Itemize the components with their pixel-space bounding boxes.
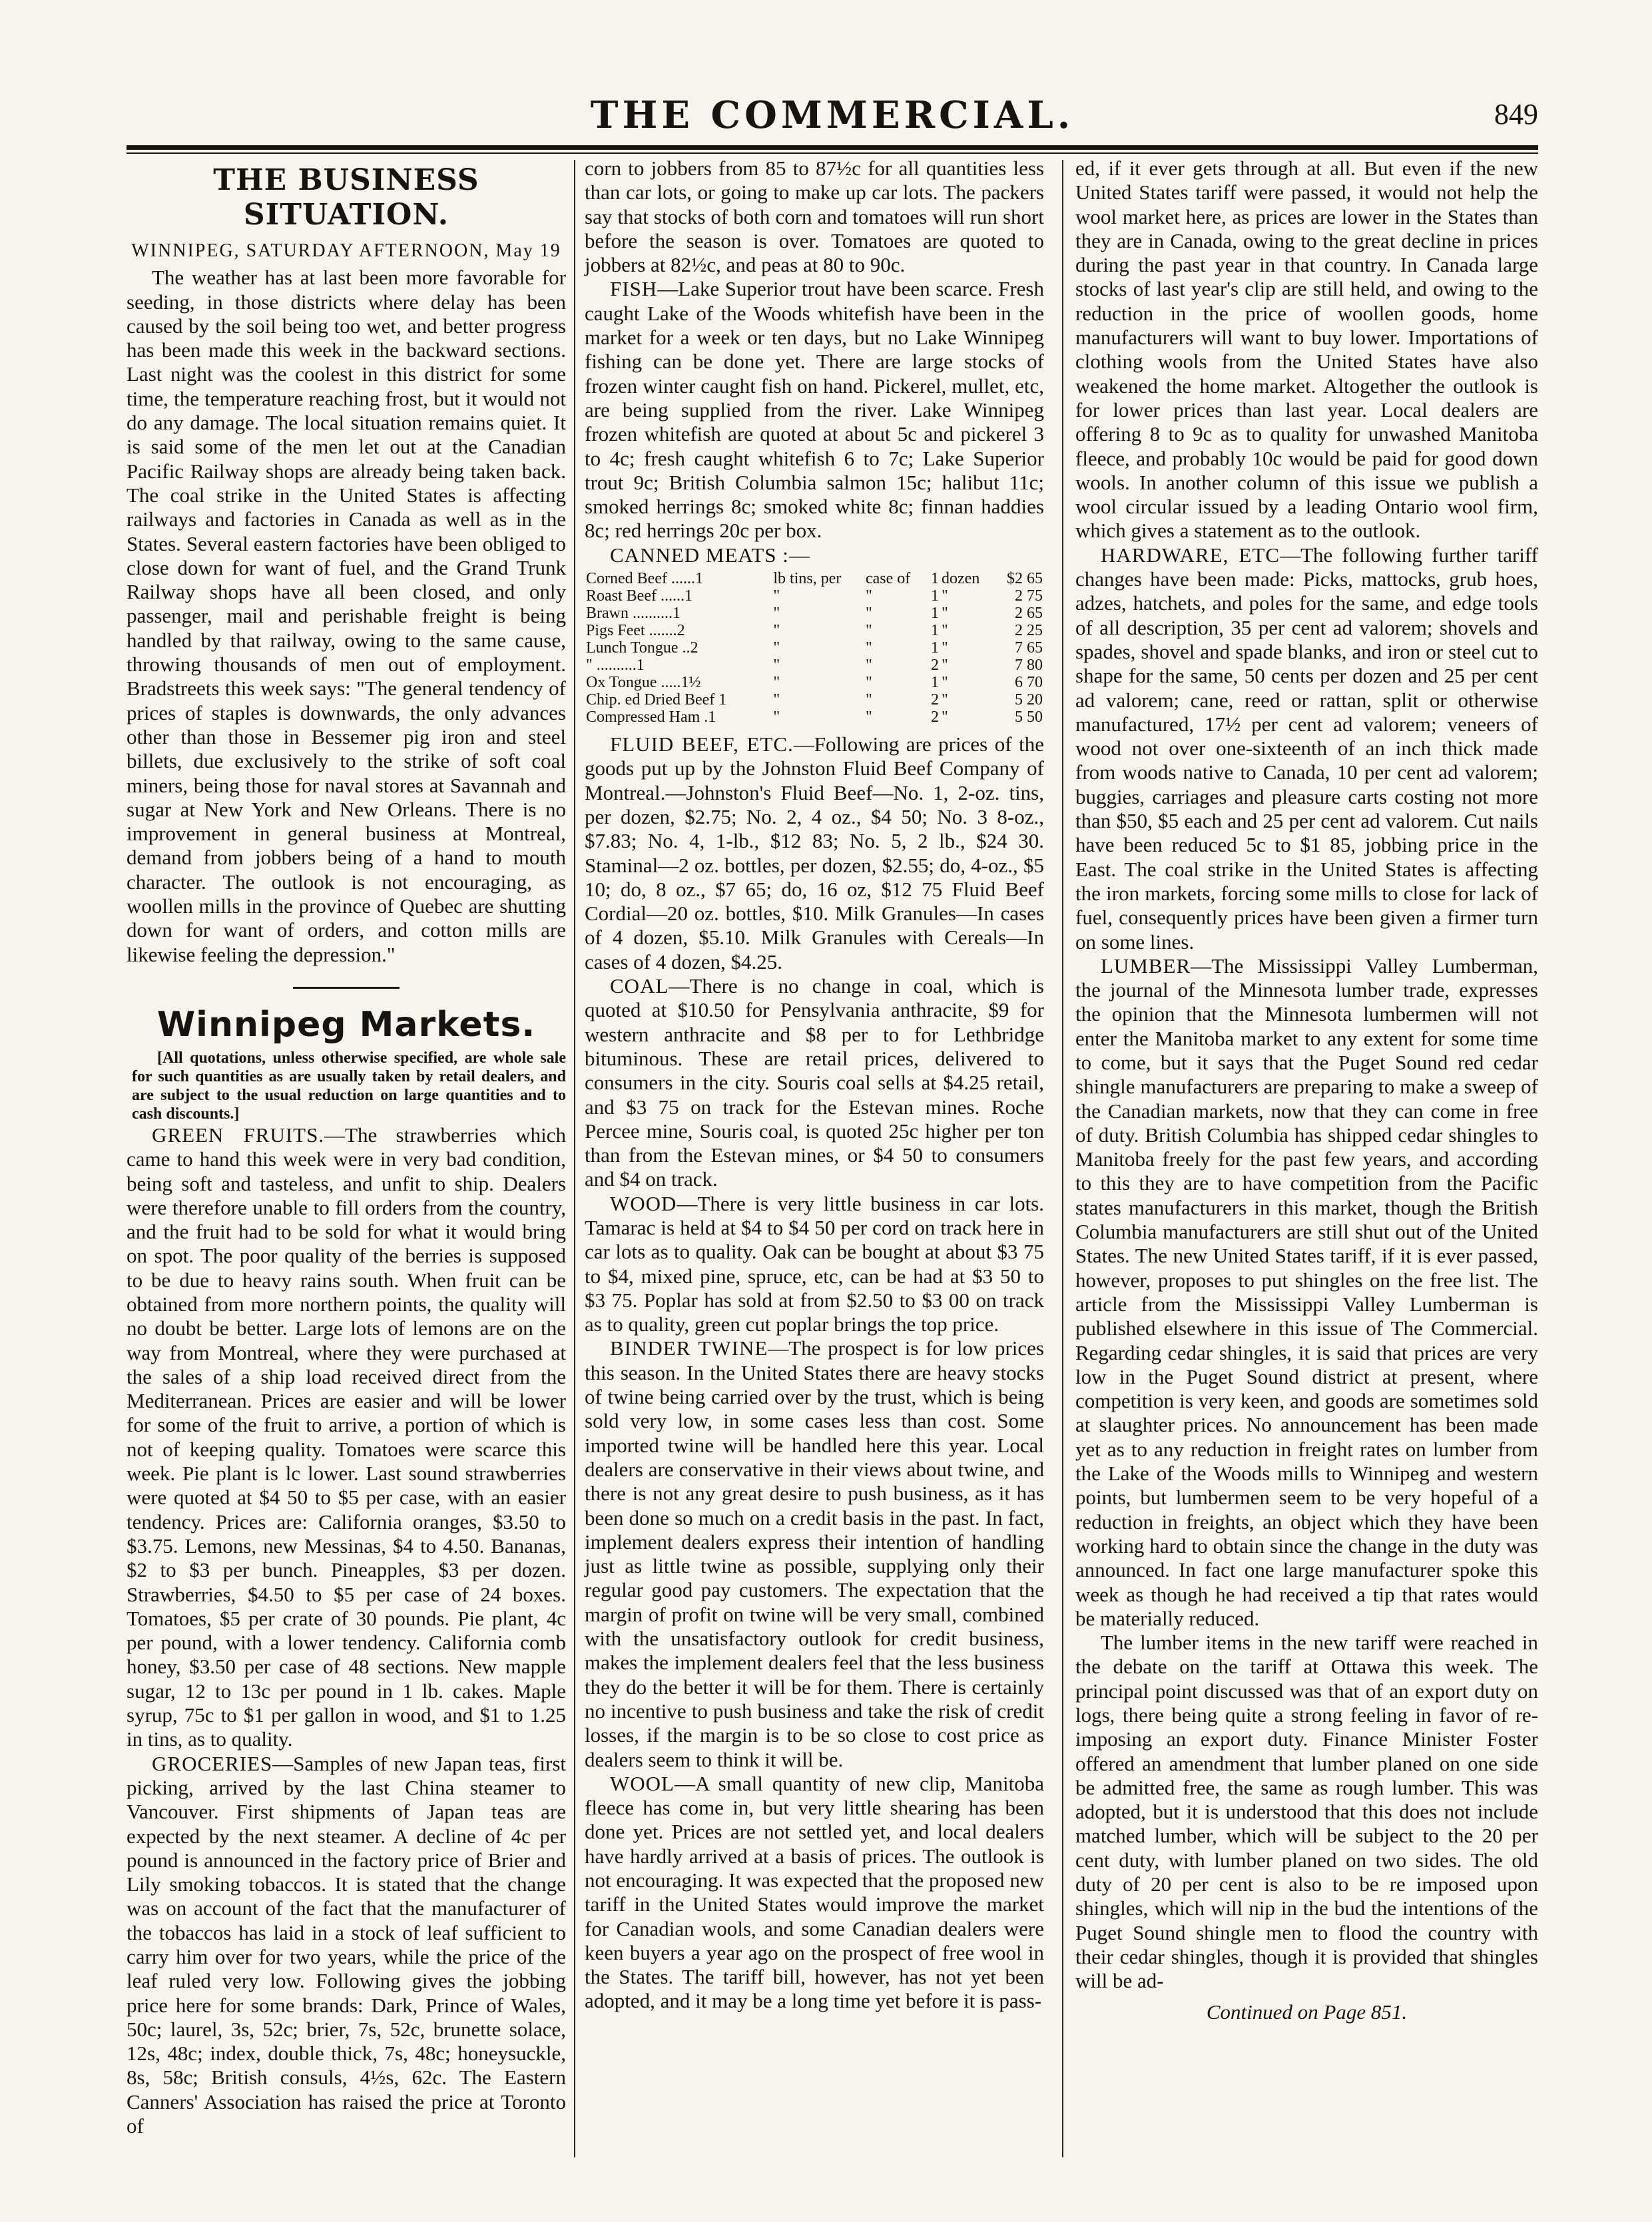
hardware-lead: HARDWARE, ETC xyxy=(1101,543,1280,567)
masthead xyxy=(127,93,1538,153)
canned-meats-item-cell: Ox Tongue .....1½ xyxy=(586,674,701,692)
lumber-lead: LUMBER xyxy=(1101,954,1191,977)
canned-meats-item-cell: Corned Beef ......1 xyxy=(586,570,703,588)
canned-meats-per-cell: " xyxy=(942,657,948,675)
canned-meats-row xyxy=(585,657,1044,674)
canned-meats-qty-cell: 1 xyxy=(931,570,940,588)
fish-lead: FISH xyxy=(610,277,658,301)
fluid-beef-text: —Following are prices of the goods put up by the Johnston Fluid Beef Company of Montreal.—Johnston's Fluid Beef—No. 1, 2-oz. tins, per dozen, $2.75; No. 2, 4 oz., $4 50; No. 3 8-oz., $7.83; No. 4, 1-lb., $12 83; No. 5, 2 lb., $24 30. Staminal—2 oz. bottles, per dozen, $2.55; do, 4-oz., $5 10; do, 8 oz., $7 65; do, 16 oz, $12 75 Fluid Beef Cordial—20 oz. bottles, $10. Milk Granules—In cases of 4 dozen, $5.10. Milk Granules with Cereals—In cases of 4 dozen, $4.25. xyxy=(585,732,1044,973)
winnipeg-markets-heading: Winnipeg Markets. xyxy=(156,1004,536,1045)
canned-meats-case-cell: " xyxy=(865,587,872,605)
canned-meats-table xyxy=(585,570,1044,726)
wool-text: —A small quantity of new clip, Manitoba fleece has come in, but very little shearing has been done yet. Prices are not settled yet, and local dealers have hardly arrived at a basis of prices. The outlook is not encouraging. It was expected that the proposed new tariff in the United States would improve the market for Canadian wools, and some Canadian dealers were keen buyers a year ago on the prospect of free wool in the States. The tariff bill, however, has not yet been adopted, and it may be a long time yet before it is pass- xyxy=(585,1771,1044,2013)
canned-meats-qty-cell: 2 xyxy=(931,708,940,726)
canned-meats-qty-cell: 1 xyxy=(931,605,940,623)
wool-paragraph xyxy=(585,1772,1044,2014)
canned-meats-price-cell: 2 75 xyxy=(1015,587,1043,605)
canned-meats-price-cell: 7 65 xyxy=(1015,639,1043,657)
canned-meats-price-cell: 7 80 xyxy=(1015,657,1043,675)
canned-meats-case-cell: " xyxy=(865,639,872,657)
canned-meats-item-cell: Chip. ed Dried Beef 1 xyxy=(586,691,727,709)
canned-meats-item-cell: Roast Beef ......1 xyxy=(586,587,692,605)
section-divider xyxy=(293,987,400,989)
column-2 xyxy=(585,156,1044,2014)
canned-meats-per-cell: " xyxy=(942,708,948,726)
canned-meats-qty-cell: 2 xyxy=(931,657,940,675)
canned-meats-unit-cell: lb tins, per xyxy=(773,570,842,588)
masthead-rule xyxy=(127,145,1538,150)
canned-meats-unit-cell: " xyxy=(773,639,780,657)
canned-meats-price-cell: $2 65 xyxy=(1007,570,1043,588)
canned-meats-row xyxy=(585,587,1044,605)
canned-meats-unit-cell: " xyxy=(773,622,780,640)
coal-lead: COAL xyxy=(610,974,669,998)
wood-text: —There is very little business in car lots. Tamarac is held at $4 to $4 50 per cord on track here in car lots as to quality. Oak can be bought at about $3 75 to $4, mixed pine, spruce, etc, can be had at $3 50 to $3 75. Poplar has sold at from $2.50 to $3 00 on track as to quality, green cut poplar brings the top price. xyxy=(585,1191,1044,1336)
canned-meats-unit-cell: " xyxy=(773,691,780,709)
canned-meats-case-cell: case of xyxy=(865,570,911,588)
groceries-paragraph xyxy=(127,1752,566,2139)
canned-meats-item-cell: Compressed Ham .1 xyxy=(586,708,716,726)
column-divider xyxy=(574,160,575,2157)
column-divider xyxy=(1062,160,1063,2157)
canned-meats-per-cell: " xyxy=(942,605,948,623)
fluid-beef-paragraph xyxy=(585,732,1044,974)
canned-meats-unit-cell: " xyxy=(773,708,780,726)
canned-meats-case-cell: " xyxy=(865,605,872,623)
wool-continued: ed, if it ever gets through at all. But even if the new United States tariff were passed, it would not help the wool market here, as prices are lower in the States than they are in Canada, owing to the great decline in prices during the past year in that country. In Canada large stocks of last year's clip are still held, and owing to the reduction in the price of woollen goods, home manufacturers will want to buy lower. Importations of clothing wools from the United States have also weakened the home market. Altogether the outlook is for lower prices than last year. Local dealers are offering 8 to 9c as to quality for unwashed Manitoba fleece, and probably 10c would be paid for good down wools. In another column of this issue we publish a wool circular issued by a leading Ontario wool firm, which gives a statement as to the outlook. xyxy=(1075,156,1538,543)
canned-meats-per-cell: dozen xyxy=(942,570,980,588)
green-fruits-lead: GREEN FRUITS. xyxy=(152,1123,325,1147)
canned-meats-item-cell: Brawn ..........1 xyxy=(586,605,681,623)
canned-meats-per-cell: " xyxy=(942,691,948,709)
business-situation-heading: THE BUSINESS SITUATION. xyxy=(213,163,479,232)
canned-meats-row xyxy=(585,570,1044,587)
canned-meats-case-cell: " xyxy=(865,622,872,640)
groceries-lead: GROCERIES xyxy=(152,1751,273,1775)
canned-meats-row xyxy=(585,622,1044,639)
column-3 xyxy=(1075,156,1538,2024)
newspaper-title: THE COMMERCIAL. xyxy=(590,93,1075,137)
business-situation-text: The weather has at last been more favorable for seeding, in those districts where delay has been caused by the soil being too wet, and better progress has been made this week in the backward sections. Last night was the coolest in this district for some time, the temperature reaching frost, but it would not do any damage. The local situation remains quiet. It is said some of the men let out at the Canadian Pacific Railway shops are already being taken back. The coal strike in the United States is affecting railways and factories in Canada as well as in the States. Several eastern factories have been obliged to close down for want of fuel, and the Grand Trunk Railway shops have all been closed, and only passenger, mail and perishable freight is being handled by that railway, owing to the same cause, throwing thousands of men out of employment. Bradstreets this week says: "The general tendency of prices of staples is downwards, the only advances other than those in Bessemer pig iron and steel billets, due exclusively to the strike of soft coal miners, being those for naval stores at Savannah and sugar at New York and New Orleans. There is no improvement in general business at Montreal, demand from jobbers being of a hand to mouth character. The outlook is not encouraging, as woollen mills in the province of Quebec are shutting down for want of orders, and cotton mills are likewise feeling the depression." xyxy=(127,266,566,966)
binder-twine-lead: BINDER TWINE xyxy=(610,1336,768,1360)
canned-meats-lead-line xyxy=(585,543,1044,567)
fish-paragraph xyxy=(585,277,1044,543)
page-number: 849 xyxy=(1494,98,1538,131)
column-1 xyxy=(127,156,566,2138)
canned-meats-price-cell: 2 65 xyxy=(1015,605,1043,623)
canned-meats-item-cell: Lunch Tongue ..2 xyxy=(586,639,698,657)
canned-meats-case-cell: " xyxy=(865,674,872,692)
canned-meats-qty-cell: 1 xyxy=(931,587,940,605)
canned-meats-row xyxy=(585,605,1044,622)
canned-meats-qty-cell: 1 xyxy=(931,622,940,640)
fish-text: —Lake Superior trout have been scarce. Fresh caught Lake of the Woods whitefish have been in the market for a week or ten days, but no Lake Winnipeg fishing can be done yet. There are large stocks of frozen winter caught fish on hand. Pickerel, mullet, etc, are being supplied from the river. Lake Winnipeg frozen whitefish are quoted at about 5c and pickerel 3 to 4c; fresh caught whitefish 6 to 7c; Lake Superior trout 9c; British Columbia salmon 15c; halibut 11c; smoked herrings 8c; smoked white 8c; finnan haddies 8c; red herrings 20c per box. xyxy=(585,277,1044,543)
coal-paragraph xyxy=(585,974,1044,1192)
lumber-text: —The Mississippi Valley Lumberman, the journal of the Minnesota lumber trade, expresses the opinion that the Minnesota lumbermen will not enter the Manitoba market to any extent for some time to come, but it says that the Puget Sound red cedar shingle manufacturers are preparing to make a sweep of the Canadian markets, now that they can come in free of duty. British Columbia has shipped cedar shingles to Manitoba freely for the past few years, and according to this they are to have competition from the Pacific states manufacturers in this market, though the British Columbia manufacturers are still shut out of the United States. The new United States tariff, if it is ever passed, however, proposes to put shingles on the free list. The article from the Mississippi Valley Lumberman is published elsewhere in this issue of The Commercial. Regarding cedar shingles, it is said that prices are very low in the Puget Sound district at present, where competition is very keen, and goods are sometimes sold at slaughter prices. No announcement has been made yet as to any reduction in freight rates on lumber from the Lake of the Woods mills to Winnipeg and western points, but lumbermen seem to be very hopeful of a reduction in freights, an object which they have been working hard to obtain since the change in the duty was announced. In fact one large manufacturer spoke this week as though he had received a tip that rates would be materially reduced. xyxy=(1075,954,1538,1630)
continued-note: Continued on Page 851. xyxy=(1206,2000,1408,2024)
canned-meats-case-cell: " xyxy=(865,708,872,726)
lumber-paragraph xyxy=(1075,954,1538,1631)
groceries-text: —Samples of new Japan teas, first picking, arrived by the last China steamer to Vancouver. First shipments of Japan teas are expected by the next steamer. A decline of 4c per pound is announced in the factory price of Brier and Lily smoking tobaccos. It is stated that the change was on account of the fact that the manufacturer of the tobaccos has laid in a stock of leaf sufficient to carry him over for two years, while the price of the leaf ruled very low. Following gives the jobbing price here for some brands: Dark, Prince of Wales, 50c; laurel, 3s, 52c; brier, 7s, 52c, brunette solace, 12s, 48c; index, double thick, 7s, 48c; honeysuckle, 8s, 58c; British consuls, 4½s, 62c. The Eastern Canners' Association has raised the price at Toronto of xyxy=(127,1751,566,2138)
canned-meats-per-cell: " xyxy=(942,587,948,605)
canned-meats-price-cell: 6 70 xyxy=(1015,674,1043,692)
canned-meats-per-cell: " xyxy=(942,622,948,640)
wood-lead: WOOD xyxy=(610,1191,677,1215)
canned-meats-price-cell: 5 20 xyxy=(1015,691,1043,709)
canned-meats-price-cell: 2 25 xyxy=(1015,622,1043,640)
dateline: WINNIPEG, SATURDAY AFTERNOON, May 19 xyxy=(131,240,561,261)
canned-meats-row xyxy=(585,639,1044,657)
canned-meats-unit-cell: " xyxy=(773,605,780,623)
canned-meats-unit-cell: " xyxy=(773,657,780,675)
canned-meats-lead: CANNED MEATS :— xyxy=(610,543,810,567)
green-fruits-paragraph xyxy=(127,1123,566,1752)
binder-twine-text: —The prospect is for low prices this season. In the United States there are heavy stocks of twine being carried over by the trust, which is being sold very low, in some cases less than cost. Some imported twine will be handled here this year. Local dealers are conservative in their views about twine, and there is not any great desire to push business, as it has been done so much on a credit basis in the past. In fact, implement dealers express their intention of handling just as little twine as possible, supplying only their regular good pay customers. The expectation that the margin of profit on twine will be very small, combined with the unsatisfactory outlook for credit business, makes the implement dealers feel that the less business they do the better it will be for them. There is certainly no incentive to push business and take the risk of credit losses, if the margin is to be so close to cost price as dealers seem to think it will be. xyxy=(585,1336,1044,1771)
canned-meats-case-cell: " xyxy=(865,691,872,709)
canned-meats-per-cell: " xyxy=(942,674,948,692)
binder-twine-paragraph xyxy=(585,1336,1044,1771)
coal-text: —There is no change in coal, which is quoted at $10.50 for Pensylvania anthracite, $9 for western anthracite and $8 per to for Lethbridge bituminous. These are retail prices, delivered to consumers in the city. Souris coal sells at $4.25 retail, and $3 75 on track for the Estevan mines. Roche Percee mine, Souris coal, is quoted 25c higher per ton than from the Estevan mines, or $4 50 to consumers and $4 on track. xyxy=(585,974,1044,1191)
canned-meats-per-cell: " xyxy=(942,639,948,657)
masthead-rule-thin xyxy=(127,152,1538,154)
wool-lead: WOOL xyxy=(610,1771,675,1795)
canned-meats-row xyxy=(585,674,1044,691)
canned-meats-price-cell: 5 50 xyxy=(1015,708,1043,726)
canned-meats-item-cell: Pigs Feet .......2 xyxy=(586,622,685,640)
canned-goods-continued: corn to jobbers from 85 to 87½c for all quantities less than car lots, or going to make up car lots. The packers say that stocks of both corn and tomatoes will run short before the season is over. Tomatoes are quoted to jobbers at 82½c, and peas at 80 to 90c. xyxy=(585,156,1044,277)
lumber-paragraph-2: The lumber items in the new tariff were reached in the debate on the tariff at Ottawa this week. The principal point discussed was that of an export duty on logs, there being quite a strong feeling in favor of re-imposing an export duty. Finance Minister Foster offered an amendment that lumber planed on one side be admitted free, the same as rough lumber. This was adopted, but it is understood that this does not include matched lumber, which will be subject to the 20 per cent duty, with lumber planed on two sides. The old duty of 20 per cent is also to be re imposed upon shingles, which will nip in the bud the intentions of the Puget Sound shingle men to flood the country with their cedar shingles, though it is provided that shingles will be ad- xyxy=(1075,1631,1538,1993)
canned-meats-item-cell: " ..........1 xyxy=(586,657,645,675)
canned-meats-qty-cell: 1 xyxy=(931,674,940,692)
canned-meats-qty-cell: 2 xyxy=(931,691,940,709)
canned-meats-unit-cell: " xyxy=(773,587,780,605)
canned-meats-qty-cell: 1 xyxy=(931,639,940,657)
canned-meats-row xyxy=(585,708,1044,726)
fluid-beef-lead: FLUID BEEF, ETC. xyxy=(610,732,794,756)
canned-meats-case-cell: " xyxy=(865,657,872,675)
wood-paragraph xyxy=(585,1192,1044,1337)
hardware-paragraph xyxy=(1075,543,1538,954)
quotations-note: [All quotations, unless otherwise specified, are whole sale for such quantities as are usually taken by retail dealers, and are subject to the usual reduction on large quantities and to cash discounts.] xyxy=(132,1049,566,1123)
hardware-text: —The following further tariff changes have been made: Picks, mattocks, grub hoes, adzes, hatchets, and poles for the same, and edge tools of all description, 35 per cent ad valorem; shovels and spades, shovel and spade blanks, and iron or steel cut to shape for the same, 50 cents per dozen and 25 per cent ad valorem; cane, reed or rattan, split or otherwise manufactured, 17½ per cent ad valorem; veneers of wood not over one-sixteenth of an inch thick made from woods native to Canada, 10 per cent ad valorem; buggies, carriages and pleasure carts costing not more than $50, $5 each and 25 per cent ad valorem. Cut nails have been reduced 5c to $1 85, jobbing price in the East. The coal strike in the United States is affecting the iron markets, forcing some mills to close for lack of fuel, consequently prices have been given a firmer turn on some lines. xyxy=(1075,543,1538,954)
canned-meats-unit-cell: " xyxy=(773,674,780,692)
green-fruits-text: —The strawberries which came to hand this week were in very bad condition, being soft and tasteless, and unfit to ship. Dealers were therefore unable to fill orders from the country, and the fruit had to be sold for what it would bring on spot. The poor quality of the berries is supposed to be due to heavy rains south. When fruit can be obtained from more northern points, the quality will no doubt be better. Large lots of lemons are on the way from Montreal, where they were purchased at the sales of a ship load received direct from the Mediterranean. Prices are easier and will be lower for some of the fruit to arrive, a portion of which is not of keeping quality. Tomatoes were scarce this week. Pie plant is lc lower. Last sound strawberries were quoted at $4 50 to $5 per case, with an easier tendency. Prices are: California oranges, $3.50 to $3.75. Lemons, new Messinas, $4 to 4.50. Bananas, $2 to $3 per bunch. Pineapples, $3 per dozen. Strawberries, $4.50 to $5 per case of 24 boxes. Tomatoes, $5 per crate of 30 pounds. Pie plant, 4c per pound, with a lower tendency. California comb honey, $3.50 per case of 48 sections. New mapple sugar, 12 to 13c per pound in 1 lb. cakes. Maple syrup, 75c to $1 per gallon in wood, and $1 to 1.25 in tins, as to quality. xyxy=(127,1123,566,1751)
canned-meats-row xyxy=(585,691,1044,708)
